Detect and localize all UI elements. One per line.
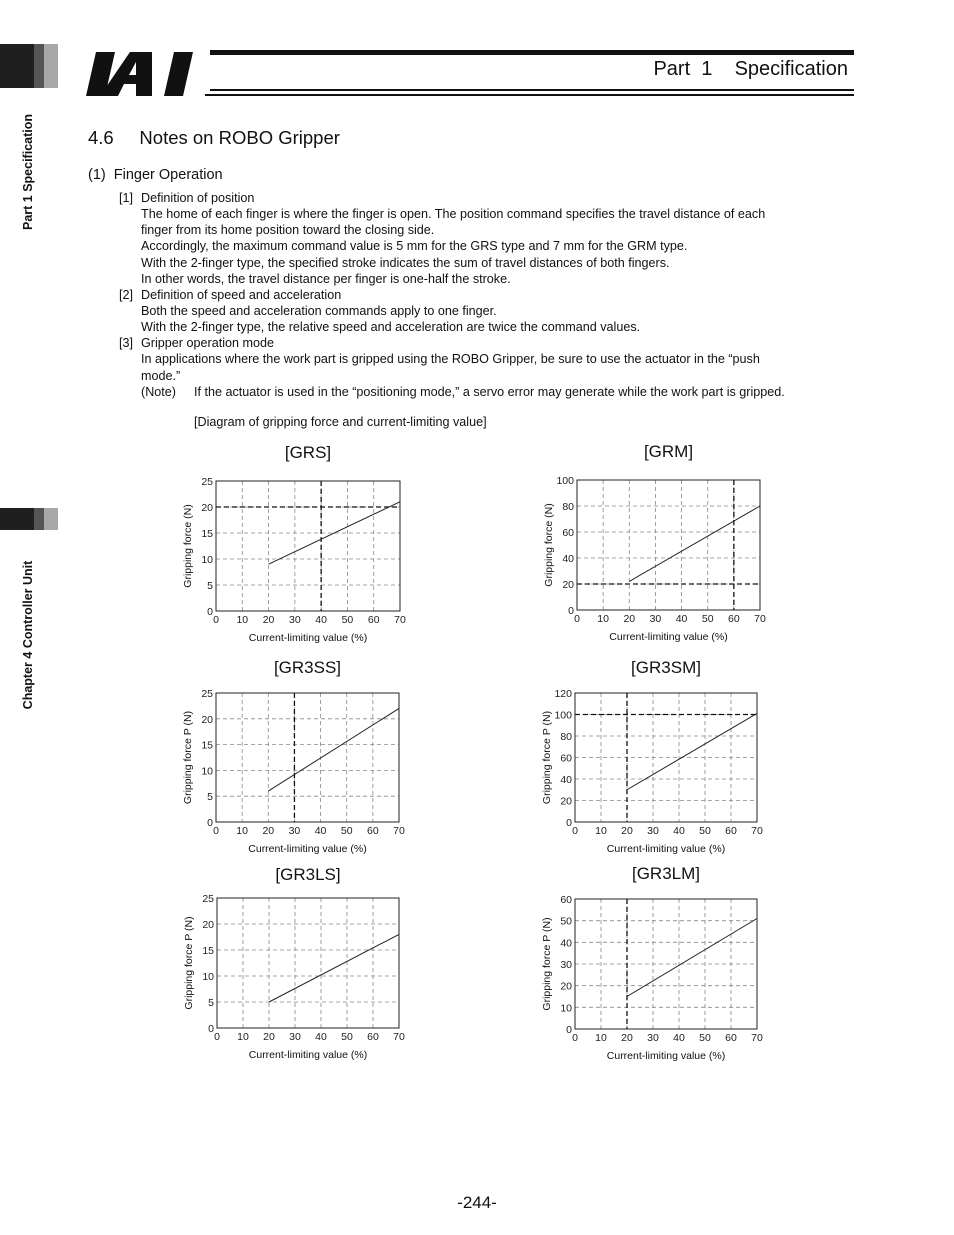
gr3sm-ytick-label: 80 [560,731,572,743]
grs-series-line [269,502,400,564]
gr3lm-ylabel: Gripping force P (N) [541,917,553,1011]
gr3sm-series-line [627,713,757,789]
gr3ss-ytick-label: 15 [201,739,213,752]
grm-xtick-label: 0 [574,613,580,625]
grm-ytick-label: 40 [562,553,574,565]
gr3lm-ytick-label: 0 [566,1024,572,1036]
gr3ss-xtick-label: 30 [288,825,301,837]
gr3sm-ylabel: Gripping force P (N) [541,710,553,805]
chapter-tab-marker [0,508,58,530]
gr3ls-xtick-label: 0 [214,1031,220,1043]
gr3ss-series-line [268,708,399,791]
grs-xtick-label: 20 [262,614,275,626]
gr3lm-xtick-label: 10 [595,1032,607,1044]
grm-ytick-label: 100 [556,475,574,487]
gr3ss-xtick-label: 60 [367,825,379,837]
gr3ls-plot-frame [217,898,399,1028]
section-title: 4.6 Notes on ROBO Gripper [88,127,340,148]
gr3ss-plot-frame [216,693,399,822]
gr3ss-xlabel: Current-limiting value (%) [248,843,367,855]
grm-xtick-label: 20 [623,613,636,625]
grm-chart-title: [GRM] [643,442,694,461]
gr3ls-xtick-label: 10 [237,1031,249,1043]
gr3sm-xtick-label: 60 [725,825,737,837]
gr3ls-xtick-label: 70 [393,1031,405,1043]
gr3ls-ytick-label: 5 [208,997,214,1009]
gr3lm-xtick-label: 40 [673,1032,685,1044]
gr3lm-xlabel: Current-limiting value (%) [606,1050,726,1062]
gr3ss-chart-title: [GR3SS] [273,658,342,677]
grs-xtick-label: 40 [315,614,327,626]
grm-xtick-label: 10 [597,613,609,625]
subsection-title: (1) Finger Operation [88,167,223,183]
note-text: If the actuator is used in the “positioning mode,” a servo error may generate while the work part is gripped. [194,385,785,399]
gr3ls-xtick-label: 30 [289,1031,301,1043]
grs-xtick-label: 10 [236,614,249,626]
gr3ls-ylabel: Gripping force P (N) [183,916,195,1010]
gr3sm-chart-title: [GR3SM] [631,658,701,677]
grs-plot-frame [216,481,400,611]
grm-xtick-label: 70 [754,613,766,625]
grs-ytick-label: 25 [201,476,213,488]
gr3lm-xtick-label: 30 [647,1032,659,1044]
part-tab-marker [0,44,58,88]
gr3ls-ytick-label: 0 [208,1023,214,1035]
gr3sm-ytick-label: 120 [554,688,572,700]
grs-ytick-label: 15 [201,528,213,540]
grm-xlabel: Current-limiting value (%) [609,631,728,643]
chapter-side-label: Chapter 4 Controller Unit [21,560,35,710]
gr3lm-ytick-label: 40 [560,937,572,950]
gr3sm-xlabel: Current-limiting value (%) [606,843,726,855]
grm-xtick-label: 60 [728,613,740,625]
grm-ytick-label: 60 [562,527,574,539]
note-label: (Note) [141,385,176,399]
gr3ss-ytick-label: 20 [201,713,213,726]
grs-ylabel: Gripping force (N) [182,504,194,588]
body-line: mode.” [141,369,181,383]
gr3ss-xtick-label: 70 [393,825,405,837]
grs-ytick-label: 20 [201,502,213,514]
item-number: [2] [119,288,134,302]
iai-logo [86,50,204,98]
body-line: Accordingly, the maximum command value is 5 mm for the GRS type and 7 mm for the GRM type. [141,239,688,253]
grs-xtick-label: 30 [289,614,301,626]
gr3sm-xtick-label: 20 [621,825,633,837]
gr3ss-xtick-label: 0 [213,825,219,837]
item-heading: Gripper operation mode [141,336,275,350]
grm-xtick-label: 50 [701,613,714,625]
gr3lm-series-line [627,919,757,997]
gr3sm-ytick-label: 0 [566,817,572,829]
gr3sm-xtick-label: 70 [751,825,763,837]
gr3lm-xtick-label: 60 [725,1032,737,1044]
gr3sm-xtick-label: 10 [595,825,607,837]
gr3ss-xtick-label: 20 [262,825,275,837]
gr3sm-xtick-label: 50 [699,825,711,837]
gr3lm-ytick-label: 60 [560,894,572,906]
gr3lm-ytick-label: 30 [560,959,572,971]
gr3ls-ytick-label: 20 [202,919,214,931]
item-heading: Definition of position [141,191,255,205]
gr3ss-ylabel: Gripping force P (N) [182,710,194,805]
body-line: The home of each finger is where the finger is open. The position command specifies the travel distance of each [141,207,766,221]
gr3ls-xtick-label: 20 [263,1031,275,1043]
gr3lm-ytick-label: 10 [560,1002,572,1015]
gr3sm-ytick-label: 40 [560,774,572,786]
grm-plot-frame [577,480,760,610]
gr3lm-ytick-label: 50 [560,915,572,928]
header-title: Part 1 Specification [653,58,848,80]
gr3ss-ytick-label: 25 [201,688,213,700]
body-line: In applications where the work part is gripped using the ROBO Gripper, be sure to use the actuator in the “push [141,352,760,366]
gr3lm-plot-frame [575,899,757,1029]
body-line: With the 2-finger type, the specified stroke indicates the sum of travel distances of both fingers. [141,256,670,270]
gr3lm-xtick-label: 70 [751,1032,763,1044]
gr3lm-xtick-label: 50 [699,1032,711,1044]
body-line: In other words, the travel distance per finger is one-half the stroke. [141,272,511,286]
gr3ls-xtick-label: 50 [341,1031,353,1043]
grs-ytick-label: 0 [207,606,213,618]
gr3ss-ytick-label: 0 [207,817,213,829]
item-number: [3] [119,336,134,350]
item-heading: Definition of speed and acceleration [141,288,342,302]
gr3sm-ytick-label: 100 [554,709,572,722]
grm-ytick-label: 0 [568,605,574,617]
header-rule-top [210,50,854,55]
gr3ls-chart-title: [GR3LS] [275,865,341,884]
gr3ss-xtick-label: 50 [340,825,353,837]
gr3ls-xlabel: Current-limiting value (%) [248,1049,368,1061]
body-line: With the 2-finger type, the relative speed and acceleration are twice the command values. [141,320,641,334]
gr3ss-xtick-label: 40 [314,825,327,837]
grm-xtick-label: 40 [675,613,688,625]
grm-xtick-label: 30 [649,613,662,625]
gr3ls-xtick-label: 60 [367,1031,379,1043]
grs-ytick-label: 5 [207,580,213,592]
gr3sm-ytick-label: 60 [560,752,572,765]
gr3sm-ytick-label: 20 [560,795,572,808]
grm-ylabel: Gripping force (N) [543,503,555,587]
item-number: [1] [119,191,134,205]
gr3lm-ytick-label: 20 [560,980,572,993]
grs-xlabel: Current-limiting value (%) [248,632,368,644]
gr3ss-ytick-label: 5 [207,791,213,804]
grs-xtick-label: 70 [394,614,406,626]
gr3sm-xtick-label: 0 [572,825,578,837]
grm-ytick-label: 20 [562,579,574,591]
gr3ss-xtick-label: 10 [236,825,248,837]
gr3ss-ytick-label: 10 [201,765,213,778]
grs-xtick-label: 0 [213,614,219,626]
grs-xtick-label: 50 [341,614,354,626]
gr3ls-ytick-label: 10 [202,971,214,983]
gr3ls-xtick-label: 40 [315,1031,327,1043]
part-side-label: Part 1 Specification [21,113,35,231]
body-line: finger from its home position toward the closing side. [141,223,435,237]
gr3sm-xtick-label: 40 [673,825,685,837]
header-rule-bottom-2 [205,94,854,96]
header-rule-bottom [210,89,854,91]
gr3lm-xtick-label: 0 [572,1032,578,1044]
gr3sm-xtick-label: 30 [647,825,659,837]
grm-ytick-label: 80 [562,501,574,513]
gr3lm-chart-title: [GR3LM] [631,864,701,883]
grs-ytick-label: 10 [201,554,213,566]
grs-xtick-label: 60 [367,614,380,626]
body-line: Both the speed and acceleration commands apply to one finger. [141,304,497,318]
gr3ls-ytick-label: 25 [202,893,214,905]
grs-chart-title: [GRS] [284,443,332,462]
grm-series-line [629,506,760,581]
page-number: -244- [457,1193,497,1212]
gr3lm-xtick-label: 20 [621,1032,633,1044]
gr3ls-ytick-label: 15 [202,945,214,957]
diagram-caption: [Diagram of gripping force and current-limiting value] [194,415,487,429]
gr3ls-series-line [269,934,399,1002]
gr3sm-plot-frame [575,693,757,822]
